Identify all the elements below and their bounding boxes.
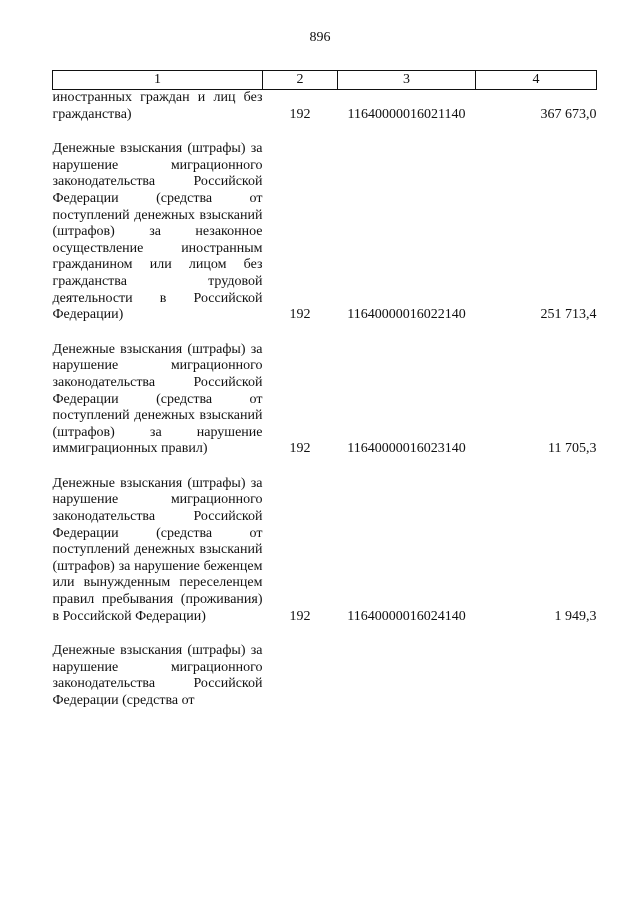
table-row: [53, 90, 597, 124]
page-number: 896: [309, 30, 331, 45]
table-header-row: [53, 71, 597, 90]
column-header-2: 2: [263, 71, 338, 90]
row-amount: 11 705,3: [548, 441, 597, 457]
row-amount: 1 949,3: [554, 608, 597, 624]
row-kbk-code: 11640000016022140: [347, 307, 466, 323]
row-amount: [476, 643, 597, 709]
row-kbk-code: 11640000016023140: [347, 441, 466, 457]
row-admin-code: [263, 643, 338, 709]
budget-revenue-table: [52, 70, 597, 710]
row-amount: 367 673,0: [540, 106, 597, 122]
row-kbk-code: 11640000016024140: [347, 608, 466, 624]
table-row: [53, 476, 597, 625]
row-description: Денежные взыскания (штрафы) за нарушение миграционного законодательства Российской Федерации (средства от поступлений денежных взысканий (штрафов) за нарушение иммиграционных правил): [52, 341, 263, 457]
row-description: иностранных граждан и лиц без гражданства): [52, 90, 263, 122]
column-header-1: 1: [53, 71, 263, 90]
row-description: Денежные взыскания (штрафы) за нарушение миграционного законодательства Российской Федерации (средства от поступлений денежных взысканий (штрафов) за незаконное осуществление иностранным гражданином или лицом без гражданства трудовой деятельности в Российской Федерации): [52, 141, 263, 323]
row-admin-code: 192: [289, 608, 311, 624]
row-amount: 251 713,4: [540, 307, 597, 323]
column-header-4: 4: [476, 71, 597, 90]
row-kbk-code: 11640000016021140: [347, 106, 466, 122]
row-kbk-code: [338, 643, 476, 709]
row-admin-code: 192: [289, 441, 311, 457]
row-description: Денежные взыскания (штрафы) за нарушение миграционного законодательства Российской Федерации (средства от поступлений денежных взысканий (штрафов) за нарушение беженцем или вынужденным переселенцем правил пребывания (проживания) в Российской Федерации): [52, 475, 263, 624]
table-row: [53, 141, 597, 324]
row-admin-code: 192: [289, 307, 311, 323]
column-header-3: 3: [338, 71, 476, 90]
row-admin-code: 192: [289, 106, 311, 122]
table-row: [53, 643, 597, 709]
table-row: [53, 342, 597, 458]
row-description: Денежные взыскания (штрафы) за нарушение миграционного законодательства Российской Федерации (средства от: [52, 643, 263, 708]
